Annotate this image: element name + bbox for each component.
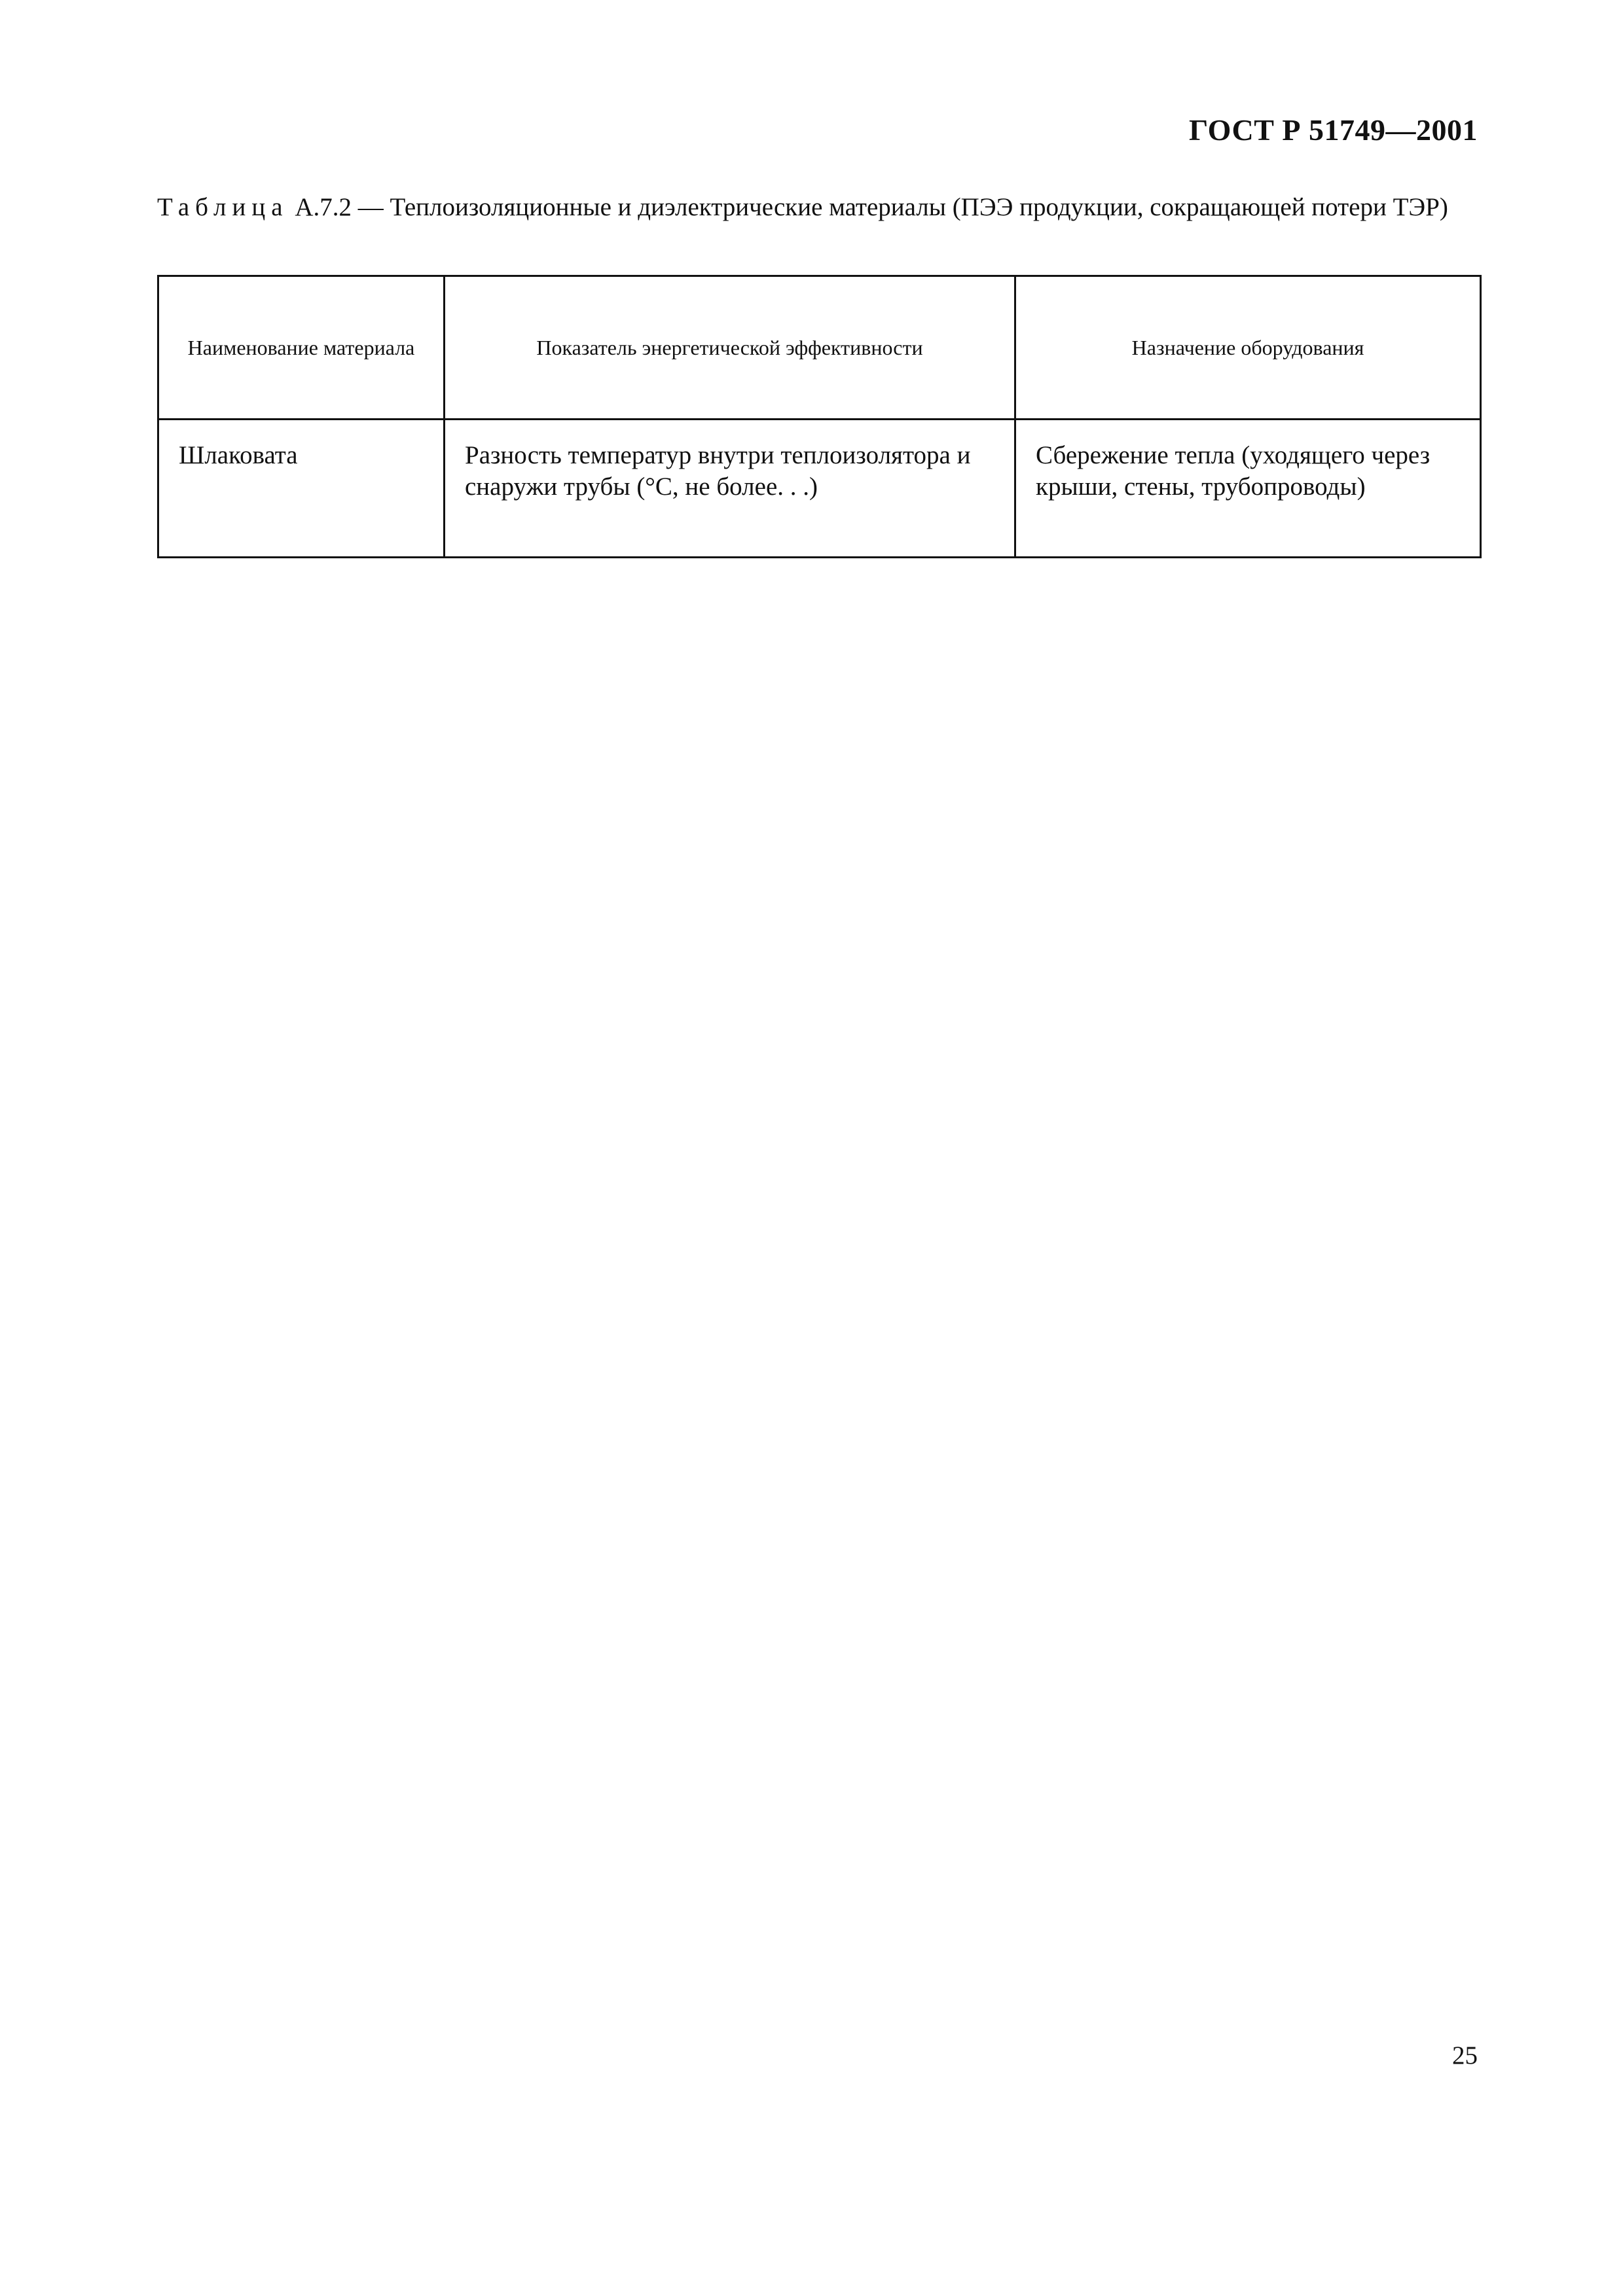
cell-material: Шлаковата (158, 420, 445, 558)
cell-equipment-purpose: Сбережение тепла (уходящего через крыши, стены, трубопроводы) (1015, 420, 1481, 558)
page-number: 25 (1452, 2041, 1478, 2070)
column-header-efficiency-indicator: Показатель энергетической эффективности (445, 276, 1015, 420)
materials-table (157, 275, 1482, 558)
cell-efficiency-indicator: Разность температур внутри теплоизолятора и снаружи трубы (°С, не более. . .) (445, 420, 1015, 558)
table-row (158, 420, 1481, 558)
table-header-row (158, 276, 1481, 420)
table-caption-label: Таблица (157, 193, 289, 221)
column-header-equipment-purpose: Назначение оборудования (1015, 276, 1481, 420)
table-caption-text: А.7.2 — Теплоизоляционные и диэлектрические материалы (ПЭЭ продукции, сокращающей потери ТЭР) (288, 193, 1448, 221)
document-standard-number: ГОСТ Р 51749—2001 (1189, 113, 1478, 147)
table-caption (157, 191, 1486, 224)
column-header-material: Наименование материала (158, 276, 445, 420)
